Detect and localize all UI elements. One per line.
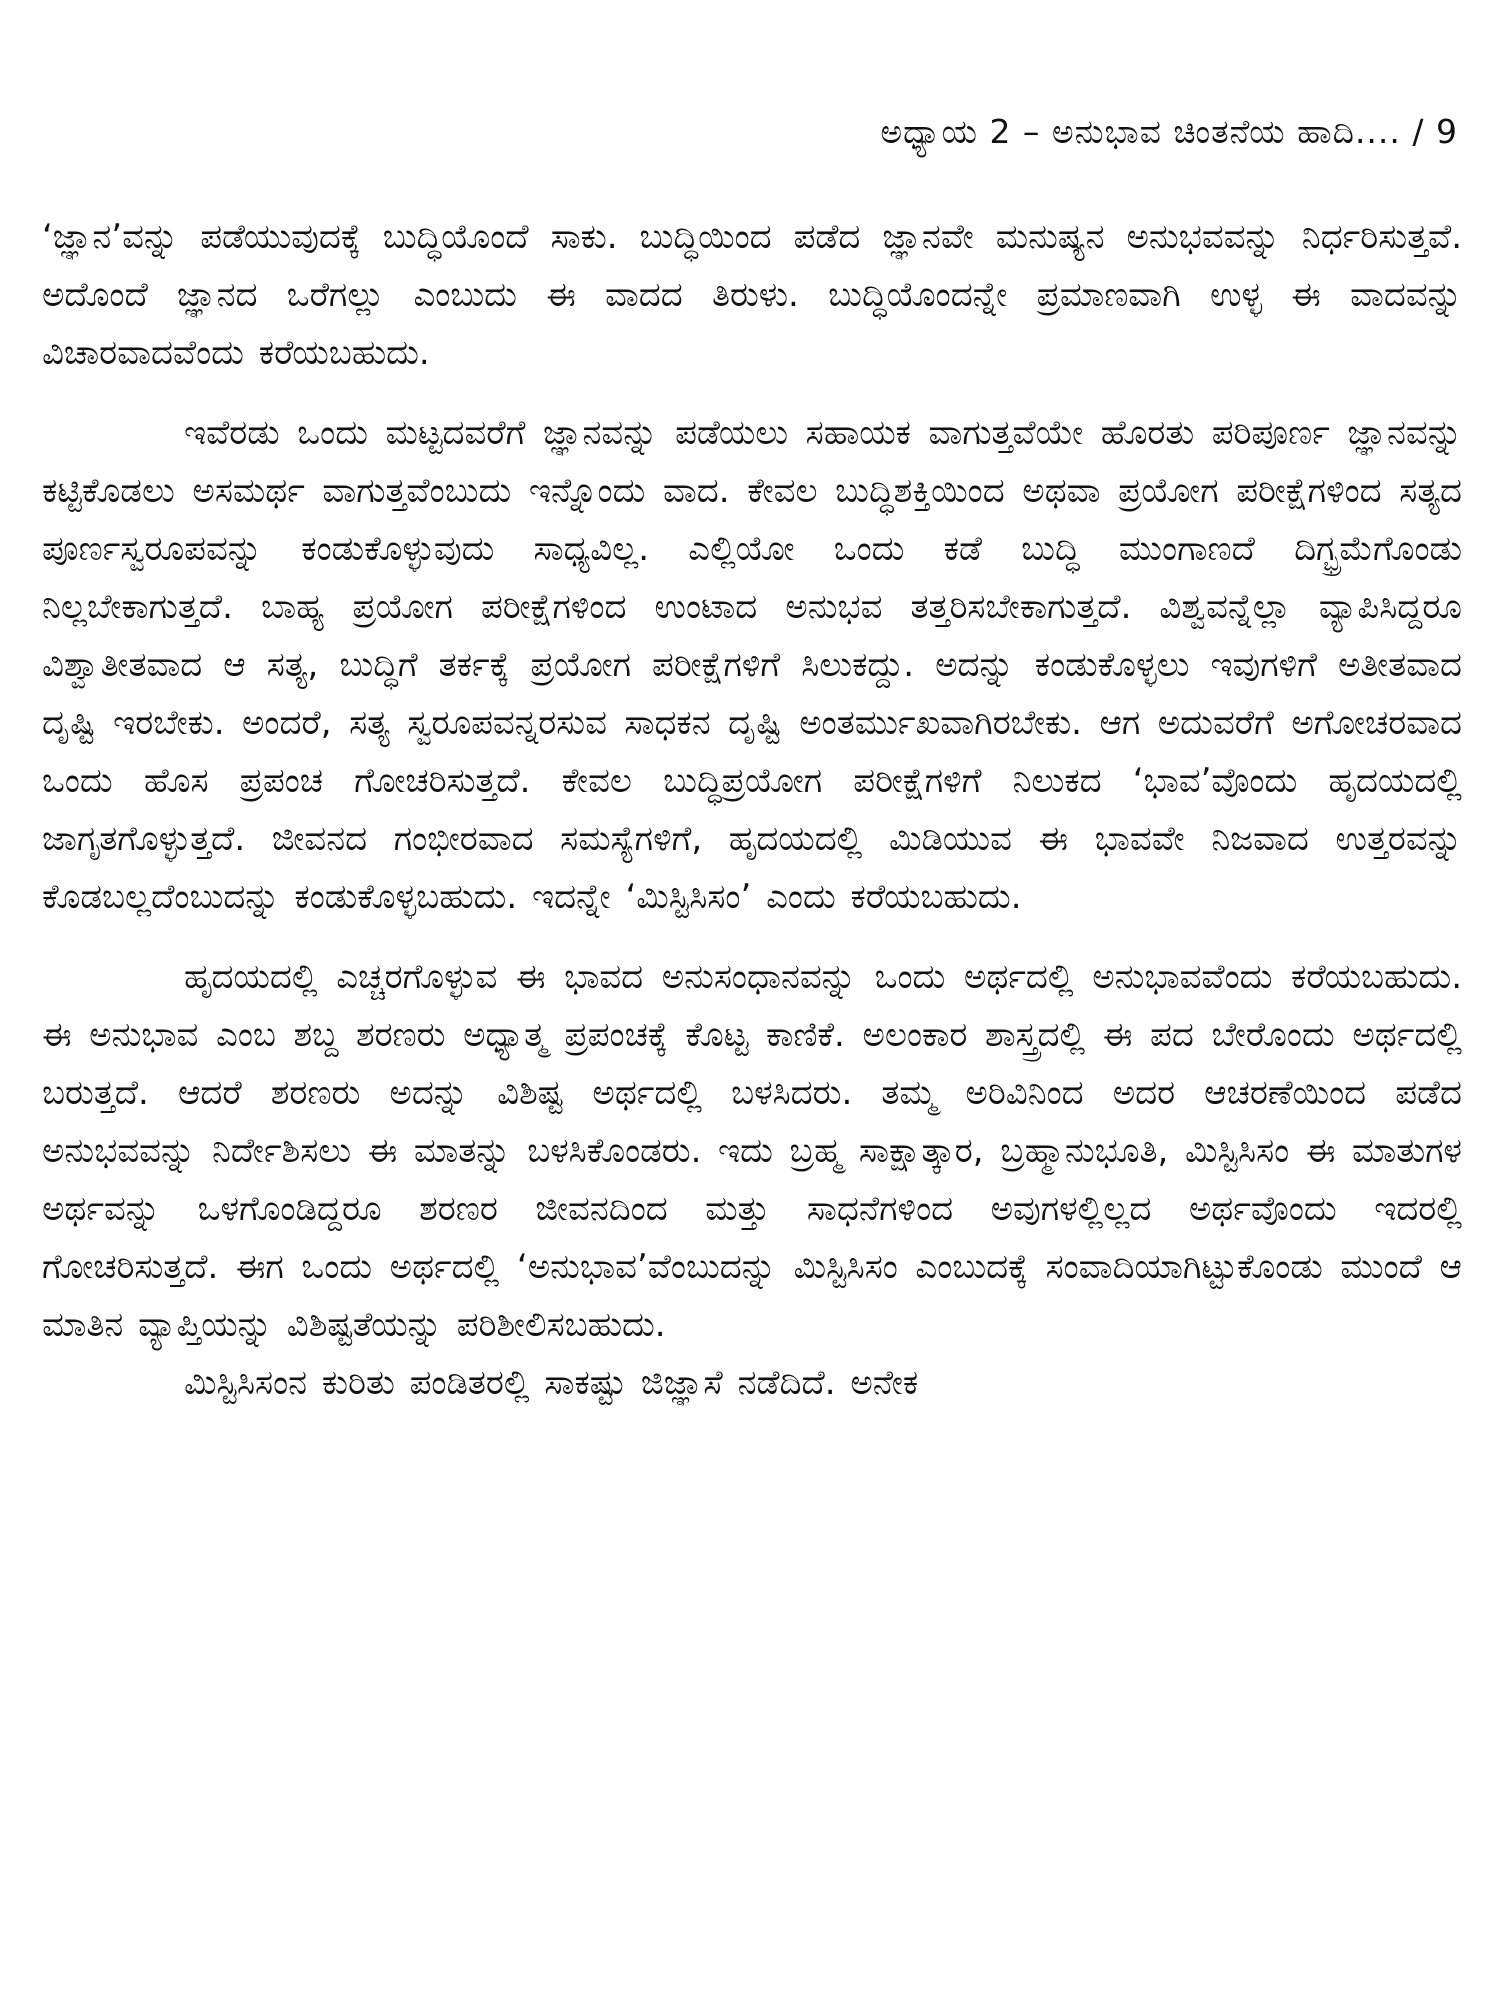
paragraph-4: ಮಿಸ್ಟಿಸಿಸಂನ ಕುರಿತು ಪಂಡಿತರಲ್ಲಿ ಸಾಕಷ್ಟು ಜಿಜ್ಞಾಸೆ ನಡೆದಿದೆ. ಅನೇಕ xyxy=(184,1363,919,1403)
paragraph-1: ‘ಜ್ಞಾನ’ವನ್ನು ಪಡೆಯುವುದಕ್ಕೆ ಬುದ್ಧಿಯೊಂದೆ ಸಾಕು. ಬುದ್ಧಿಯಿಂದ ಪಡೆದ ಜ್ಞಾನವೇ ಮನುಷ್ಯನ ಅನುಭವವನ್ನು ನಿರ್ಧರಿಸುತ್ತವೆ. ಅದೊಂದೆ ಜ್ಞಾನದ ಒರೆಗಲ್ಲು ಎಂಬುದು ಈ ವಾದದ ತಿರುಳು. ಬುದ್ಧಿಯೊಂದನ್ನೇ ಪ್ರಮಾಣವಾಗಿ ಉಳ್ಳ ಈ ವಾದವನ್ನು ವಿಚಾರವಾದವೆಂದು ಕರೆಯಬಹುದು. xyxy=(42,217,1462,373)
paragraph-3: ಹೃದಯದಲ್ಲಿ ಎಚ್ಚರಗೊಳ್ಳುವ ಈ ಭಾವದ ಅನುಸಂಧಾನವನ್ನು ಒಂದು ಅರ್ಥದಲ್ಲಿ ಅನುಭಾವವೆಂದು ಕರೆಯಬಹುದು. ಈ ಅನುಭಾವ ಎಂಬ ಶಬ್ದ ಶರಣರು ಅಧ್ಯಾತ್ಮ ಪ್ರಪಂಚಕ್ಕೆ ಕೊಟ್ಟ ಕಾಣಿಕೆ. ಅಲಂಕಾರ ಶಾಸ್ತ್ರದಲ್ಲಿ ಈ ಪದ ಬೇರೊಂದು ಅರ್ಥದಲ್ಲಿ ಬರುತ್ತದೆ. ಆದರೆ ಶರಣರು ಅದನ್ನು ವಿಶಿಷ್ಟ ಅರ್ಥದಲ್ಲಿ ಬಳಸಿದರು. ತಮ್ಮ ಅರಿವಿನಿಂದ ಅದರ ಆಚರಣೆಯಿಂದ ಪಡೆದ ಅನುಭವವನ್ನು ನಿರ್ದೇಶಿಸಲು ಈ ಮಾತನ್ನು ಬಳಸಿಕೊಂಡರು. ಇದು ಬ್ರಹ್ಮ ಸಾಕ್ಷಾತ್ಕಾರ, ಬ್ರಹ್ಮಾನುಭೂತಿ, ಮಿಸ್ಟಿಸಿಸಂ ಈ ಮಾತುಗಳ ಅರ್ಥವನ್ನು ಒಳಗೊಂಡಿದ್ದರೂ ಶರಣರ ಜೀವನದಿಂದ ಮತ್ತು ಸಾಧನೆಗಳಿಂದ ಅವುಗಳಲ್ಲಿಲ್ಲದ ಅರ್ಥವೊಂದು ಇದರಲ್ಲಿ ಗೋಚರಿಸುತ್ತದೆ. ಈಗ ಒಂದು ಅರ್ಥದಲ್ಲಿ ‘ಅನುಭಾವ’ವೆಂಬುದನ್ನು ಮಿಸ್ಟಿಸಿಸಂ ಎಂಬುದಕ್ಕೆ ಸಂವಾದಿಯಾಗಿಟ್ಟುಕೊಂಡು ಮುಂದೆ ಆ ಮಾತಿನ ವ್ಯಾಪ್ತಿಯನ್ನು ವಿಶಿಷ್ಟತೆಯನ್ನು ಪರಿಶೀಲಿಸಬಹುದು. xyxy=(42,957,1462,1345)
body-text xyxy=(42,208,1462,1412)
paragraph-2: ಇವೆರಡು ಒಂದು ಮಟ್ಟದವರೆಗೆ ಜ್ಞಾನವನ್ನು ಪಡೆಯಲು ಸಹಾಯಕ ವಾಗುತ್ತವೆಯೇ ಹೊರತು ಪರಿಪೂರ್ಣ ಜ್ಞಾನವನ್ನು ಕಟ್ಟಿಕೊಡಲು ಅಸಮರ್ಥ ವಾಗುತ್ತವೆಂಬುದು ಇನ್ನೊಂದು ವಾದ. ಕೇವಲ ಬುದ್ಧಿಶಕ್ತಿಯಿಂದ ಅಥವಾ ಪ್ರಯೋಗ ಪರೀಕ್ಷೆಗಳಿಂದ ಸತ್ಯದ ಪೂರ್ಣಸ್ವರೂಪವನ್ನು ಕಂಡುಕೊಳ್ಳುವುದು ಸಾಧ್ಯವಿಲ್ಲ. ಎಲ್ಲಿಯೋ ಒಂದು ಕಡೆ ಬುದ್ಧಿ ಮುಂಗಾಣದೆ ದಿಗ್ಭ್ರಮೆಗೊಂಡು ನಿಲ್ಲಬೇಕಾಗುತ್ತದೆ. ಬಾಹ್ಯ ಪ್ರಯೋಗ ಪರೀಕ್ಷೆಗಳಿಂದ ಉಂಟಾದ ಅನುಭವ ತತ್ತರಿಸಬೇಕಾಗುತ್ತದೆ. ವಿಶ್ವವನ್ನೆಲ್ಲಾ ವ್ಯಾಪಿಸಿದ್ದರೂ ವಿಶ್ವಾತೀತವಾದ ಆ ಸತ್ಯ, ಬುದ್ಧಿಗೆ ತರ್ಕಕ್ಕೆ ಪ್ರಯೋಗ ಪರೀಕ್ಷೆಗಳಿಗೆ ಸಿಲುಕದ್ದು. ಅದನ್ನು ಕಂಡುಕೊಳ್ಳಲು ಇವುಗಳಿಗೆ ಅತೀತವಾದ ದೃಷ್ಟಿ ಇರಬೇಕು. ಅಂದರೆ, ಸತ್ಯ ಸ್ವರೂಪವನ್ನರಸುವ ಸಾಧಕನ ದೃಷ್ಟಿ ಅಂತರ್ಮುಖವಾಗಿರಬೇಕು. ಆಗ ಅದುವರೆಗೆ ಅಗೋಚರವಾದ ಒಂದು ಹೊಸ ಪ್ರಪಂಚ ಗೋಚರಿಸುತ್ತದೆ. ಕೇವಲ ಬುದ್ಧಿಪ್ರಯೋಗ ಪರೀಕ್ಷೆಗಳಿಗೆ ನಿಲುಕದ ‘ಭಾವ’ವೊಂದು ಹೃದಯದಲ್ಲಿ ಜಾಗೃತಗೊಳ್ಳುತ್ತದೆ. ಜೀವನದ ಗಂಭೀರವಾದ ಸಮಸ್ಯೆಗಳಿಗೆ, ಹೃದಯದಲ್ಲಿ ಮಿಡಿಯುವ ಈ ಭಾವವೇ ನಿಜವಾದ ಉತ್ತರವನ್ನು ಕೊಡಬಲ್ಲದೆಂಬುದನ್ನು ಕಂಡುಕೊಳ್ಳಬಹುದು. ಇದನ್ನೇ ‘ಮಿಸ್ಟಿಸಿಸಂ’ ಎಂದು ಕರೆಯಬಹುದು. xyxy=(42,413,1462,917)
running-header: ಅಧ್ಯಾಯ 2 – ಅನುಭಾವ ಚಿಂತನೆಯ ಹಾದಿ.... / 9 xyxy=(880,112,1458,151)
